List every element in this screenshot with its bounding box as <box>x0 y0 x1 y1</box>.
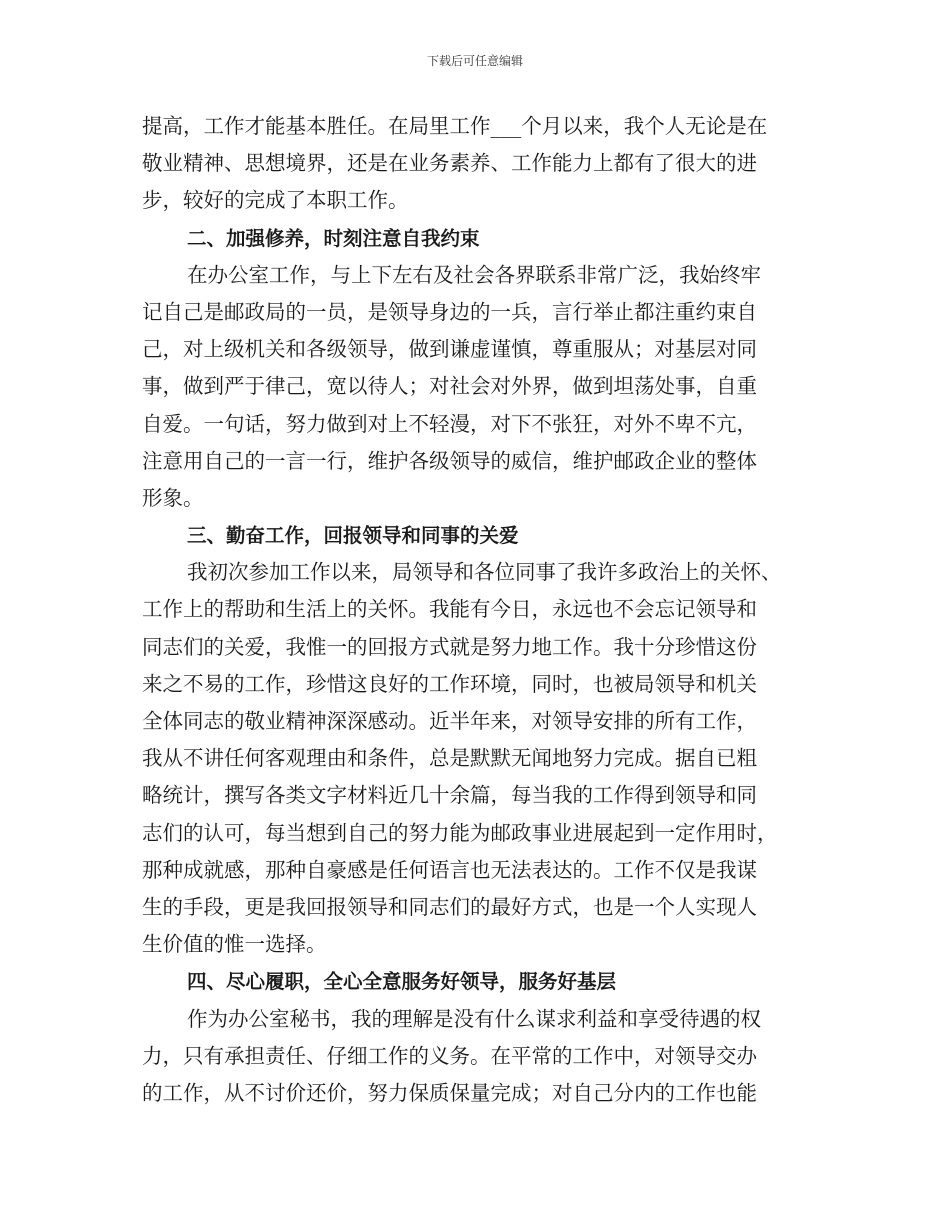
text-line: 作为办公室秘书，我的理解是没有什么谋求利益和享受待遇的权 <box>187 1006 761 1031</box>
text-line: 全体同志的敬业精神深深感动。近半年来，对领导安排的所有工作， <box>142 709 757 733</box>
text-line: 生的手段，更是我回报领导和同志们的最好方式，也是一个人实现人 <box>142 894 757 919</box>
text-line: 我从不讲任何客观理由和条件，总是默默无闻地努力完成。据自已粗 <box>142 746 757 771</box>
text-line: 形象。 <box>142 485 204 510</box>
text-line: 自爱。一句话，努力做到对上不轻漫，对下不张狂，对外不卑不亢， <box>142 411 757 436</box>
text-line: 我初次参加工作以来，局领导和各位同事了我许多政治上的关怀、 <box>187 560 782 585</box>
text-line: 志们的认可，每当想到自己的努力能为邮政事业进展起到一定作用时， <box>142 820 778 845</box>
text-line: 步，较好的完成了本职工作。 <box>142 188 409 213</box>
text-line: 那种成就感，那种自豪感是任何语言也无法表达的。工作不仅是我谋 <box>142 857 757 882</box>
text-line: 事，做到严于律己，宽以待人；对社会对外界，做到坦荡处事，自重 <box>142 374 757 399</box>
text-line: 的工作，从不讨价还价，努力保质保量完成；对自己分内的工作也能 <box>142 1080 757 1105</box>
text-line: 敬业精神、思想境界，还是在业务素养、工作能力上都有了很大的进 <box>142 151 757 176</box>
text-line: 来之不易的工作，珍惜这良好的工作环境，同时，也被局领导和机关 <box>142 671 757 696</box>
text-line: 力，只有承担责任、仔细工作的义务。在平常的工作中，对领导交办 <box>142 1043 757 1068</box>
section-heading: 二、加强修养，时刻注意自我约束 <box>187 226 480 250</box>
text-line: 己，对上级机关和各级领导，做到谦虚谨慎，尊重服从；对基层对同 <box>142 337 757 362</box>
text-line: 工作上的帮助和生活上的关怀。我能有今日，永远也不会忘记领导和 <box>142 597 757 622</box>
text-line: 略统计，撰写各类文字材料近几十余篇，每当我的工作得到领导和同 <box>142 783 757 808</box>
section-heading: 三、勤奋工作，回报领导和同事的关爱 <box>187 524 519 548</box>
text-line: 生价值的惟一选择。 <box>142 932 327 957</box>
text-line: 在办公室工作，与上下左右及社会各界联系非常广泛，我始终牢 <box>187 262 761 287</box>
section-heading: 四、尽心履职，全心全意服务好领导，服务好基层 <box>187 970 617 994</box>
text-line: 同志们的关爱，我惟一的回报方式就是努力地工作。我十分珍惜这份 <box>142 634 757 659</box>
page-header-note: 下载后可任意编辑 <box>426 54 523 68</box>
text-line: 记自己是邮政局的一员，是领导身边的一兵，言行举止都注重约束自 <box>142 299 757 324</box>
document-body <box>142 108 812 1112</box>
text-line: 提高，工作才能基本胜任。在局里工作___个月以来，我个人无论是在 <box>142 114 768 138</box>
text-line: 注意用自己的一言一行，维护各级领导的威信，维护邮政企业的整体 <box>142 448 757 473</box>
